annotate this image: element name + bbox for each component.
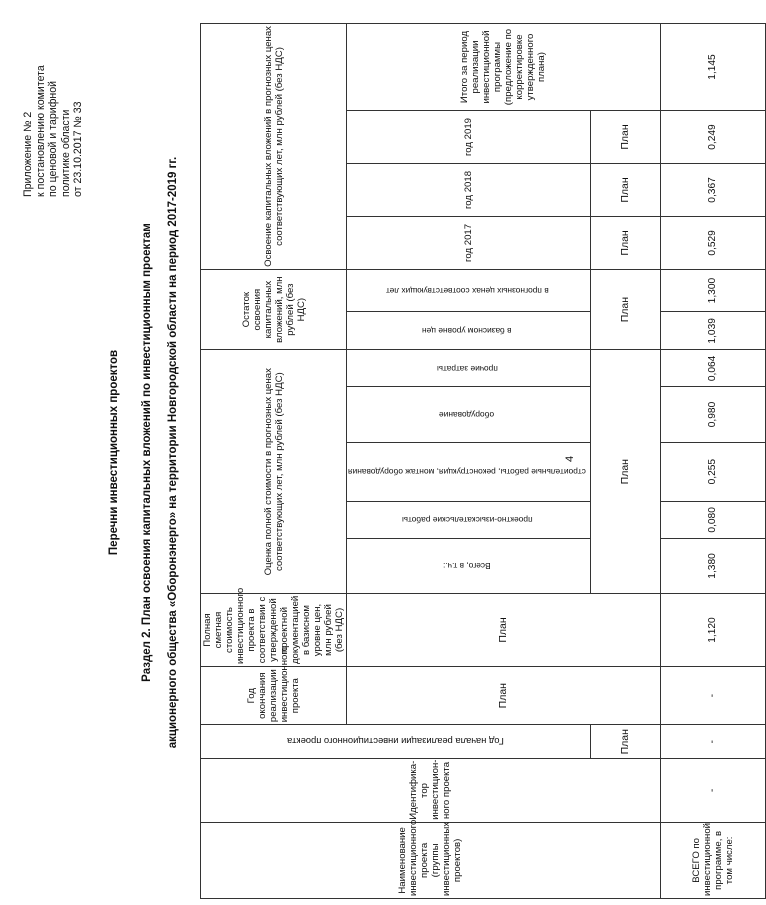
total-row-estimate-construction: 0,255 [660,442,765,501]
total-row-total: 1,145 [660,24,765,111]
estimate-sub-design [347,501,591,538]
total-row-label: ВСЕГО по инвестиционной программе, в том числе: [660,822,765,898]
total-row-estimate-total: 1,380 [660,538,765,593]
total-row-2018: 0,367 [660,163,765,216]
header-name: Наименование инвестиционного проекта (группы инвестиционных проектов) [201,822,661,898]
year-2017: год 2017 [347,216,591,269]
estimate-sub-other-text: прочие затраты [436,363,498,374]
remainder-plan: План [590,269,660,349]
total-row-end-year: - [660,667,765,725]
heading-projects-list: Перечни инвестиционных проектов [108,349,120,556]
appendix-line: политике области [59,109,72,197]
header-end-year: Год окончания реализации инвестиционного проекта [201,667,347,725]
end-year-plan: План [347,667,661,725]
total-row-estimate-equipment: 0,980 [660,387,765,442]
header-estimate: Оценка полной стоимости в прогнозных ценах соответствующих лет, млн рублей (без НДС) [201,350,347,594]
estimate-sub-total-text: Всего, в т.ч.: [443,561,491,572]
total-row-start-year: - [660,725,765,759]
header-identifier: Идентифика-тор инвестицион-ного проекта [201,759,661,823]
total-row-identifier: - [660,759,765,823]
header-remainder: Остаток освоения капитальных вложений, млн рублей (без НДС) [201,269,347,349]
table-row [660,24,765,899]
total-row-estimate-design: 0,080 [660,501,765,538]
appendix-note [22,7,85,197]
appendix-line: Приложение № 2 [22,111,34,197]
header-start-year-text: Год начала реализации инвестиционного проекта [287,736,504,748]
year-2019-plan: План [590,111,660,164]
remainder-sub-forecast-text: в прогнозных ценах соответствующих лет [385,286,549,297]
header-row [201,24,347,899]
start-year-plan: План [590,725,660,759]
heading-section-2-subtitle: акционерного общества «Оборонэнерго» на территории Новгородской области на период 2017-2019 гг. [167,156,179,749]
remainder-sub-base-text: в базисном уровне цен [422,326,512,337]
total-row-full-cost: 1,120 [660,593,765,666]
estimate-sub-equipment [347,387,591,442]
estimate-sub-equipment-text: оборудование [439,409,495,420]
total-row-remainder-base: 1,039 [660,312,765,350]
heading-section-2: Раздел 2. План освоения капитальных вложений по инвестиционным проектам [141,223,153,682]
page-number: 4 [564,455,576,462]
year-2017-plan: План [590,216,660,269]
full-cost-plan: План [347,593,661,666]
total-row-2019: 0,249 [660,111,765,164]
remainder-sub-forecast [347,269,591,311]
header-total-period: Итого за период реализации инвестиционной программы (предложение по корректировке утвержденного плана) [347,24,661,111]
total-row-estimate-other: 0,064 [660,350,765,387]
investment-plan-table [200,23,766,899]
total-row-remainder-forecast: 1,300 [660,269,765,311]
remainder-sub-base [347,312,591,350]
header-start-year [201,725,591,759]
estimate-sub-other [347,350,591,387]
year-2018: год 2018 [347,163,591,216]
header-development: Освоение капитальных вложений в прогнозных ценах соответствующих лет, млн рублей (без НДС) [201,24,347,270]
year-2018-plan: План [590,163,660,216]
appendix-line: к постановлению комитета [34,65,47,197]
estimate-sub-design-text: проектно-изыскательские работы [401,515,533,526]
total-row-2017: 0,529 [660,216,765,269]
estimate-sub-construction [347,442,591,501]
estimate-sub-construction-text: строительные работы, реконструкция, монтаж оборудования [348,467,586,478]
estimate-plan: План [590,350,660,594]
appendix-line: по ценовой и тарифной [47,80,60,197]
header-full-cost: Полная сметная стоимость инвестиционного проекта в соответствии с утвержденной проектной документацией в базисном уровне цен, млн рублей (без НДС) [201,593,347,666]
year-2019: год 2019 [347,111,591,164]
estimate-sub-total [347,538,591,593]
appendix-line: от 23.10.2017 № 33 [72,101,85,197]
